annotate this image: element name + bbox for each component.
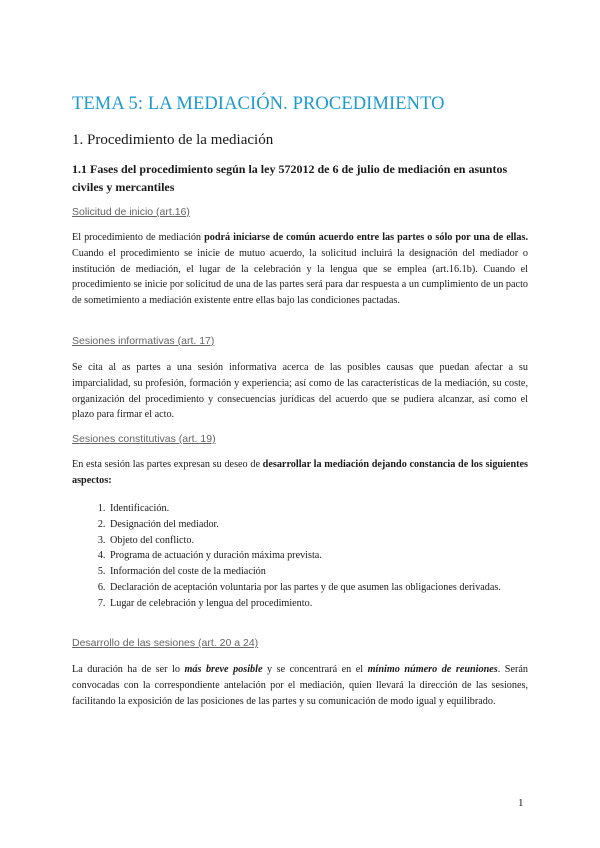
list-item: 7. Lugar de celebración y lengua del procedimiento. — [108, 596, 564, 612]
section-title-solicitud: Solicitud de inicio (art.16) — [72, 206, 190, 218]
list-item: 1. Identificación. — [108, 501, 564, 517]
document-title: TEMA 5: LA MEDIACIÓN. PROCEDIMIENTO — [72, 94, 445, 114]
page-number: 1 — [518, 797, 524, 809]
list-item: 6. Declaración de aceptación voluntaria por las partes y de que asumen las obligaciones derivadas. — [108, 580, 564, 596]
paragraph-sesiones-informativas: Se cita al as partes a una sesión informativa acerca de las posibles causas que puedan afectar a su imparcialidad, su profesión, formación y experiencia; así como de las características de la mediación, su coste, organización del procedimiento y consecuencias jurídicas del acuerdo que se pudiera alcanzar, así como el plazo para firmar el acto. — [72, 362, 528, 421]
list-item: 2. Designación del mediador. — [108, 517, 564, 533]
list-item: 5. Información del coste de la mediación — [108, 564, 564, 580]
section-title-sesiones-constitutivas: Sesiones constitutivas (art. 19) — [72, 433, 216, 445]
section-title-desarrollo: Desarrollo de las sesiones (art. 20 a 24) — [72, 637, 259, 649]
aspects-list — [72, 501, 564, 612]
list-item: 3. Objeto del conflicto. — [108, 533, 564, 549]
heading-fases: 1.1 Fases del procedimiento según la ley 572012 de 6 de julio de mediación en asuntos civiles y mercantiles — [72, 162, 508, 194]
paragraph-sesiones-constitutivas: En esta sesión las partes expresan su deseo de desarrollar la mediación dejando constancia de los siguientes aspectos: — [72, 459, 528, 486]
list-item: 4. Programa de actuación y duración máxima prevista. — [108, 548, 564, 564]
paragraph-desarrollo: La duración ha de ser lo más breve posible y se concentrará en el mínimo número de reuniones. Serán convocadas con la correspondiente antelación por el mediación, quien llevará la dirección de las sesiones, facilitando la exposición de las posiciones de las partes y su comunicación de modo igual y equilibrado. — [72, 664, 528, 707]
section-title-sesiones-informativas: Sesiones informativas (art. 17) — [72, 335, 215, 347]
paragraph-solicitud: El procedimiento de mediación podrá iniciarse de común acuerdo entre las partes o sólo por una de ellas. Cuando el procedimiento se inicie de mutuo acuerdo, la solicitud incluirá la designación del mediador o institución de mediación, el lugar de la celebración y la lengua que se emplea (art.16.1b). Cuando el procedimiento se inicie por solicitud de una de las partes será para dar respuesta a un cumplimiento de un pacto de sometimiento a mediación existente entre ellas bajo las condiciones pactadas. — [72, 232, 528, 307]
heading-procedimiento: 1. Procedimiento de la mediación — [72, 132, 274, 148]
